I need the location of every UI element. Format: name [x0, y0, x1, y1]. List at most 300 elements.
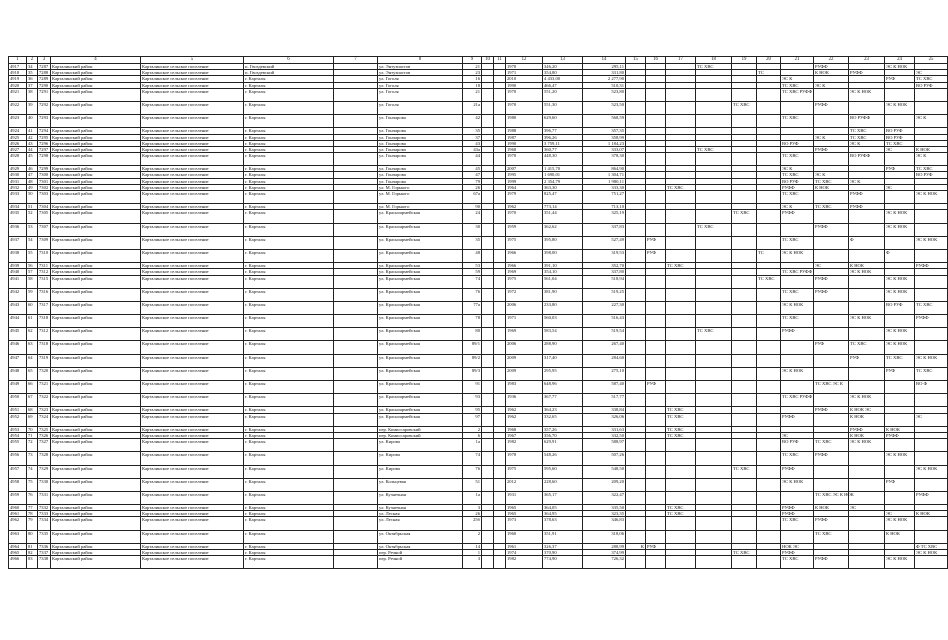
table-cell-col7 — [334, 341, 378, 354]
table-cell-col25: К НОК — [915, 146, 948, 152]
table-cell-col3: 7293 — [38, 115, 51, 128]
table-cell-col25: РУФФ — [915, 491, 948, 504]
table-cell-col7 — [334, 556, 378, 569]
table-cell-col12: 1959 — [506, 223, 543, 236]
table-cell-col7 — [334, 439, 378, 452]
table-cell-col12: 1982 — [506, 556, 543, 569]
table-cell-col19 — [732, 88, 757, 101]
table-cell-col12: 1999 — [506, 178, 543, 184]
table-cell-col2: 80 — [27, 530, 38, 543]
table-cell-col17: ТС ХВС — [666, 184, 696, 190]
table-cell-col14: 352,70 — [583, 263, 626, 269]
table-cell-col15 — [626, 367, 646, 380]
table-cell-col2: 60 — [27, 301, 38, 314]
table-cell-col1: 4962 — [9, 517, 27, 530]
table-cell-col18 — [696, 394, 732, 407]
table-cell-col7 — [334, 191, 378, 204]
table-cell-col22: ТС ХВС — [814, 530, 849, 543]
table-cell-col3: 7312 — [38, 269, 51, 275]
table-cell-col18 — [696, 315, 732, 328]
column-number-12: 12 — [506, 57, 543, 64]
table-cell-col12: 1962 — [506, 204, 543, 210]
table-cell-col1: 4922 — [9, 101, 27, 114]
table-cell-col9: 44 — [463, 153, 482, 166]
table-cell-col8: ул. Кузнечная — [378, 505, 463, 511]
table-cell-col10 — [482, 465, 494, 478]
table-cell-col21: ТС ХВС — [781, 236, 814, 249]
table-cell-col1: 4957 — [9, 465, 27, 478]
table-cell-col13: 357,26 — [543, 426, 583, 432]
table-cell-col5: Карталинское сельское поселение — [141, 288, 244, 301]
table-cell-col8: ул. Гончарова — [378, 134, 463, 140]
table-cell-col16 — [646, 478, 666, 491]
table-cell-col1: 4923 — [9, 115, 27, 128]
table-cell-col4: Карталинский район — [51, 82, 141, 88]
table-cell-col22: ТС ХВС — [814, 178, 849, 184]
table-row — [9, 249, 948, 262]
table-cell-col22 — [814, 88, 849, 101]
table-cell-col5: Карталинское сельское поселение — [141, 146, 244, 152]
table-cell-col24: К НОК — [885, 426, 915, 432]
table-cell-col4: Карталинский район — [51, 115, 141, 128]
table-cell-col4: Карталинский район — [51, 367, 141, 380]
table-cell-col12: 1966 — [506, 263, 543, 269]
table-cell-col23 — [849, 367, 885, 380]
table-row — [9, 367, 948, 380]
table-cell-col3: 7330 — [38, 478, 51, 491]
table-cell-col17 — [666, 556, 696, 569]
table-cell-col24 — [885, 491, 915, 504]
table-cell-col11 — [494, 210, 506, 223]
table-cell-col6: г. Карталы — [244, 140, 334, 146]
table-cell-col16 — [646, 101, 666, 114]
table-cell-col4: Карталинский район — [51, 153, 141, 166]
table-cell-col14: 864,90 — [583, 166, 626, 172]
table-cell-col19 — [732, 354, 757, 367]
table-cell-col5: Карталинское сельское поселение — [141, 465, 244, 478]
table-cell-col6: г. Карталы — [244, 505, 334, 511]
column-number-9: 9 — [463, 57, 482, 64]
table-cell-col16 — [646, 556, 666, 569]
table-cell-col14: 510,31 — [583, 82, 626, 88]
table-cell-col15 — [626, 517, 646, 530]
table-cell-col16 — [646, 315, 666, 328]
column-number-1: 1 — [9, 57, 27, 64]
table-cell-col22: ТС ХВС ЭС К НОК — [814, 491, 849, 504]
table-cell-col14: 568,59 — [583, 115, 626, 128]
table-cell-col10 — [482, 530, 494, 543]
table-cell-col13: 398,00 — [543, 249, 583, 262]
table-body — [9, 57, 948, 569]
table-cell-col25: ВО Ф — [915, 381, 948, 394]
table-cell-col3: 7303 — [38, 191, 51, 204]
table-cell-col14: 588,97 — [583, 439, 626, 452]
table-cell-col13: 351,44 — [543, 210, 583, 223]
table-cell-col6: г. Карталы — [244, 465, 334, 478]
table-cell-col9: 93 — [463, 394, 482, 407]
table-cell-col12: 2006 — [506, 341, 543, 354]
table-cell-col2: 51 — [27, 204, 38, 210]
table-cell-col10 — [482, 354, 494, 367]
table-cell-col25 — [915, 556, 948, 569]
table-cell-col17: ТС ХВС — [666, 511, 696, 517]
table-cell-col25: ВО РУФ — [915, 82, 948, 88]
table-cell-col2: 61 — [27, 315, 38, 328]
table-cell-col4: Карталинский район — [51, 511, 141, 517]
table-cell-col8: ул. Энтузиастов — [378, 64, 463, 70]
table-cell-col23 — [849, 556, 885, 569]
table-cell-col6: г. Карталы — [244, 530, 334, 543]
table-cell-col22 — [814, 354, 849, 367]
table-cell-col20 — [757, 517, 781, 530]
table-cell-col1: 4917 — [9, 64, 27, 70]
table-cell-col21: ТС ХВС — [781, 315, 814, 328]
table-cell-col9: 23 — [463, 70, 482, 76]
table-cell-col15 — [626, 439, 646, 452]
table-cell-col2: 54 — [27, 236, 38, 249]
table-cell-col8: ул. Лесная — [378, 511, 463, 517]
table-cell-col8: ул. Красноармейская — [378, 223, 463, 236]
table-cell-col21: ТС ХВС — [781, 172, 814, 178]
table-cell-col15 — [626, 88, 646, 101]
table-cell-col17 — [666, 452, 696, 465]
table-cell-col22 — [814, 115, 849, 128]
table-cell-col22: РУФФ — [814, 452, 849, 465]
table-cell-col20 — [757, 354, 781, 367]
table-cell-col15 — [626, 530, 646, 543]
table-cell-col12: 1971 — [506, 315, 543, 328]
table-cell-col24: ЭС К НОК — [885, 275, 915, 288]
column-number-15: 15 — [626, 57, 646, 64]
table-cell-col11 — [494, 101, 506, 114]
table-cell-col17 — [666, 275, 696, 288]
table-cell-col15 — [626, 556, 646, 569]
table-cell-col9: 89/3 — [463, 367, 482, 380]
table-cell-col24: ЭС К НОК — [885, 556, 915, 569]
table-cell-col12: 1990 — [506, 82, 543, 88]
table-cell-col11 — [494, 491, 506, 504]
table-cell-col15 — [626, 301, 646, 314]
table-cell-col1: 4965 — [9, 550, 27, 556]
table-cell-col5: Карталинское сельское поселение — [141, 354, 244, 367]
table-cell-col14: 713,10 — [583, 204, 626, 210]
table-cell-col19 — [732, 556, 757, 569]
table-cell-col24 — [885, 465, 915, 478]
table-cell-col5: Карталинское сельское поселение — [141, 505, 244, 511]
table-cell-col22: РУФФ — [814, 275, 849, 288]
table-cell-col12: 1962 — [506, 413, 543, 426]
table-cell-col5: Карталинское сельское поселение — [141, 115, 244, 128]
table-cell-col13: 395,80 — [543, 236, 583, 249]
table-cell-col20 — [757, 301, 781, 314]
table-cell-col21: РУФФ — [781, 413, 814, 426]
table-cell-col9: 21 — [463, 88, 482, 101]
table-cell-col20 — [757, 236, 781, 249]
table-cell-col9: 3 — [463, 505, 482, 511]
table-cell-col3: 7322 — [38, 394, 51, 407]
table-cell-col3: 7335 — [38, 530, 51, 543]
table-cell-col3: 7319 — [38, 354, 51, 367]
table-cell-col4: Карталинский район — [51, 178, 141, 184]
table-cell-col24: ВО РУФ — [885, 128, 915, 134]
table-cell-col2: 76 — [27, 491, 38, 504]
column-number-25: 25 — [915, 57, 948, 64]
table-cell-col9: 97 — [463, 413, 482, 426]
table-cell-col6: г. Карталы — [244, 146, 334, 152]
table-cell-col18 — [696, 367, 732, 380]
table-cell-col23 — [849, 301, 885, 314]
table-cell-col14: 358,99 — [583, 134, 626, 140]
table-cell-col4: Карталинский район — [51, 301, 141, 314]
table-cell-col13: 381,90 — [543, 288, 583, 301]
table-cell-col16 — [646, 191, 666, 204]
table-cell-col3: 7305 — [38, 210, 51, 223]
table-cell-col21: ВО РУФ — [781, 140, 814, 146]
table-cell-col25 — [915, 517, 948, 530]
column-number-17: 17 — [666, 57, 696, 64]
table-cell-col2: 45 — [27, 153, 38, 166]
table-cell-col8: ул. Красноармейская — [378, 407, 463, 413]
table-cell-col5: Карталинское сельское поселение — [141, 263, 244, 269]
table-cell-col2: 58 — [27, 275, 38, 288]
table-cell-col10 — [482, 115, 494, 128]
table-cell-col16 — [646, 328, 666, 341]
table-cell-col8: пер. Речной — [378, 556, 463, 569]
table-cell-col18 — [696, 478, 732, 491]
table-cell-col24: РУФ — [885, 478, 915, 491]
table-cell-col23: ТС ХВС — [849, 134, 885, 140]
table-cell-col3: 7289 — [38, 76, 51, 82]
table-cell-col13: 364,23 — [543, 407, 583, 413]
table-cell-col14: 267,40 — [583, 341, 626, 354]
table-cell-col6: г. Карталы — [244, 204, 334, 210]
table-cell-col6: г. Карталы — [244, 432, 334, 438]
table-cell-col5: Карталинское сельское поселение — [141, 101, 244, 114]
table-cell-col15 — [626, 452, 646, 465]
table-cell-col2: 52 — [27, 210, 38, 223]
table-cell-col3: 7336 — [38, 543, 51, 549]
table-cell-col14: 333,30 — [583, 184, 626, 190]
table-cell-col23: Ф — [849, 236, 885, 249]
table-cell-col14: 527,49 — [583, 236, 626, 249]
table-cell-col4: Карталинский район — [51, 407, 141, 413]
table-cell-col12: 2009 — [506, 367, 543, 380]
table-cell-col19 — [732, 367, 757, 380]
table-cell-col24 — [885, 88, 915, 101]
table-cell-col13: 288,90 — [543, 341, 583, 354]
table-cell-col17 — [666, 301, 696, 314]
table-cell-col13: 360,77 — [543, 146, 583, 152]
table-cell-col7 — [334, 491, 378, 504]
table-cell-col25: ТС ХВС — [915, 301, 948, 314]
table-row — [9, 381, 948, 394]
table-cell-col12: 1983 — [506, 381, 543, 394]
table-cell-col20 — [757, 315, 781, 328]
table-cell-col2: 65 — [27, 367, 38, 380]
table-cell-col5: Карталинское сельское поселение — [141, 517, 244, 530]
table-cell-col14: 519,25 — [583, 288, 626, 301]
table-cell-col16 — [646, 354, 666, 367]
table-row — [9, 269, 948, 275]
table-cell-col21: ТС ХВС — [781, 82, 814, 88]
table-cell-col10 — [482, 301, 494, 314]
table-cell-col10 — [482, 288, 494, 301]
table-cell-col10 — [482, 491, 494, 504]
table-cell-col6: г. Карталы — [244, 328, 334, 341]
table-cell-col17 — [666, 315, 696, 328]
table-cell-col21 — [781, 223, 814, 236]
table-cell-col23 — [849, 101, 885, 114]
table-cell-col25 — [915, 394, 948, 407]
table-cell-col23: ТС ХВС — [849, 128, 885, 134]
table-cell-col12: 1974 — [506, 550, 543, 556]
table-cell-col9: 53 — [463, 263, 482, 269]
table-cell-col18 — [696, 101, 732, 114]
table-cell-col17 — [666, 394, 696, 407]
table-cell-col25 — [915, 288, 948, 301]
table-cell-col22 — [814, 413, 849, 426]
table-cell-col8: ул. Гоголя — [378, 82, 463, 88]
table-cell-col11 — [494, 288, 506, 301]
table-cell-col13: 825,47 — [543, 191, 583, 204]
table-row — [9, 341, 948, 354]
table-cell-col10 — [482, 210, 494, 223]
table-cell-col14: 1 980,11 — [583, 178, 626, 184]
table-cell-col22 — [814, 191, 849, 204]
table-cell-col5: Карталинское сельское поселение — [141, 341, 244, 354]
table-cell-col18 — [696, 341, 732, 354]
table-cell-col10 — [482, 101, 494, 114]
table-cell-col4: Карталинский район — [51, 88, 141, 101]
table-cell-col13: 3 759,11 — [543, 140, 583, 146]
table-cell-col19 — [732, 191, 757, 204]
table-cell-col19 — [732, 517, 757, 530]
table-cell-col17 — [666, 210, 696, 223]
column-number-6: 6 — [244, 57, 334, 64]
table-row — [9, 491, 948, 504]
table-cell-col24 — [885, 191, 915, 204]
table-cell-col13: 561,04 — [543, 275, 583, 288]
table-cell-col20 — [757, 328, 781, 341]
table-cell-col14: 337,83 — [583, 223, 626, 236]
table-cell-col9: 76 — [463, 288, 482, 301]
table-cell-col18: ТС ХВС — [696, 328, 732, 341]
table-cell-col25: ЭС К НОК — [915, 354, 948, 367]
table-cell-col13: 370,90 — [543, 550, 583, 556]
table-cell-col10 — [482, 275, 494, 288]
table-cell-col5: Карталинское сельское поселение — [141, 172, 244, 178]
table-cell-col18 — [696, 236, 732, 249]
column-number-11: 11 — [494, 57, 506, 64]
table-cell-col22: РУФФ — [814, 288, 849, 301]
table-cell-col21 — [781, 530, 814, 543]
table-cell-col16 — [646, 153, 666, 166]
table-cell-col9: 90 — [463, 204, 482, 210]
table-cell-col24: ЭС К НОК — [885, 288, 915, 301]
table-cell-col13: 396,26 — [543, 134, 583, 140]
table-cell-col8: ул. Красноармейская — [378, 210, 463, 223]
table-cell-col4: Карталинский район — [51, 381, 141, 394]
table-cell-col15: К — [626, 543, 646, 549]
table-cell-col17 — [666, 530, 696, 543]
table-cell-col12: 1960 — [506, 530, 543, 543]
table-cell-col10 — [482, 452, 494, 465]
table-cell-col15 — [626, 394, 646, 407]
table-cell-col16 — [646, 413, 666, 426]
table-cell-col1: 4932 — [9, 184, 27, 190]
table-cell-col2: 82 — [27, 550, 38, 556]
table-cell-col24: ВО РУФ — [885, 301, 915, 314]
table-cell-col14: 333,07 — [583, 146, 626, 152]
table-cell-col4: Карталинский район — [51, 543, 141, 549]
table-cell-col22: ЭС — [814, 263, 849, 269]
table-cell-col21 — [781, 101, 814, 114]
table-cell-col19 — [732, 153, 757, 166]
table-cell-col9: 24 — [463, 210, 482, 223]
table-row — [9, 101, 948, 114]
table-cell-col9: 47 — [463, 172, 482, 178]
table-cell-col13: 354,80 — [543, 70, 583, 76]
table-cell-col15 — [626, 381, 646, 394]
table-cell-col8: ул. Октябрьская — [378, 530, 463, 543]
table-cell-col9: 14 — [463, 543, 482, 549]
table-cell-col14: 587,40 — [583, 381, 626, 394]
table-cell-col5: Карталинское сельское поселение — [141, 134, 244, 140]
table-cell-col1: 4920 — [9, 82, 27, 88]
table-cell-col5: Карталинское сельское поселение — [141, 236, 244, 249]
table-cell-col11 — [494, 381, 506, 394]
table-cell-col8: ул. Красноармейская — [378, 263, 463, 269]
table-cell-col13: 548,26 — [543, 452, 583, 465]
table-cell-col14: 357,35 — [583, 128, 626, 134]
table-cell-col12: 1931 — [506, 491, 543, 504]
table-cell-col5: Карталинское сельское поселение — [141, 249, 244, 262]
table-cell-col23: К НОК — [849, 432, 885, 438]
table-cell-col5: Карталинское сельское поселение — [141, 439, 244, 452]
table-cell-col2: 73 — [27, 452, 38, 465]
table-cell-col8: ул. Кирова — [378, 452, 463, 465]
table-cell-col2: 67 — [27, 394, 38, 407]
table-cell-col3: 7320 — [38, 367, 51, 380]
table-cell-col13: 773,14 — [543, 204, 583, 210]
table-cell-col6: г. Карталы — [244, 491, 334, 504]
table-cell-col9: 76 — [463, 465, 482, 478]
table-cell-col4: Карталинский район — [51, 413, 141, 426]
table-cell-col13: 1 415,70 — [543, 166, 583, 172]
table-cell-col5: Карталинское сельское поселение — [141, 153, 244, 166]
table-cell-col1: 4921 — [9, 88, 27, 101]
table-cell-col5: Карталинское сельское поселение — [141, 64, 244, 70]
table-cell-col16 — [646, 367, 666, 380]
table-cell-col5: Карталинское сельское поселение — [141, 394, 244, 407]
table-cell-col8: ул. Кирова — [378, 465, 463, 478]
table-cell-col11 — [494, 115, 506, 128]
table-cell-col5: Карталинское сельское поселение — [141, 511, 244, 517]
table-cell-col14: 337,80 — [583, 269, 626, 275]
column-number-21: 21 — [781, 57, 814, 64]
table-cell-col20 — [757, 413, 781, 426]
table-cell-col12: 1979 — [506, 191, 543, 204]
table-cell-col11 — [494, 439, 506, 452]
table-row — [9, 452, 948, 465]
table-cell-col24: ЭС — [885, 184, 915, 190]
table-cell-col16 — [646, 491, 666, 504]
table-cell-col16: РУФ — [646, 381, 666, 394]
table-cell-col21 — [781, 341, 814, 354]
table-cell-col17 — [666, 328, 696, 341]
table-cell-col25 — [915, 439, 948, 452]
table-cell-col7 — [334, 275, 378, 288]
